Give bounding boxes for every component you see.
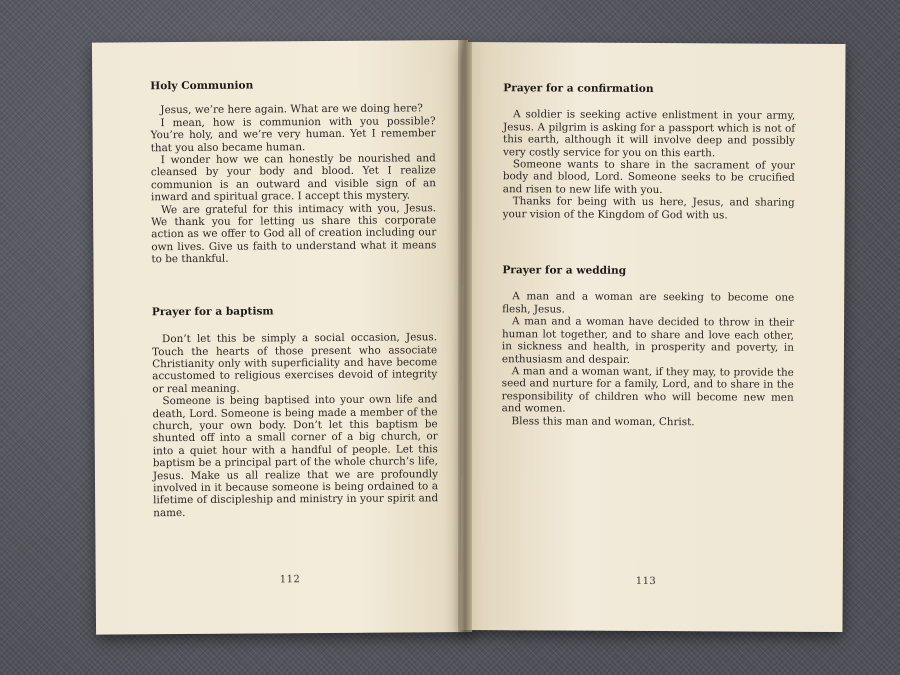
heading-holy-communion: Holy Communion [150, 79, 254, 93]
left-page [92, 40, 472, 635]
paragraph: Bless this man and woman, Christ. [511, 414, 695, 428]
heading-prayer-for-a-wedding: Prayer for a wedding [502, 264, 627, 277]
paragraph: Don’t let this be simply a social occasion, Jesus. Touch the hearts of those present who associate Christianity only with superficiality and have become accustomed to religious exercises devoid of integrity or real meaning. [152, 331, 438, 395]
page-number: 112 [279, 574, 301, 586]
paragraph: We are grateful for this intimacy with you, Jesus. We thank you for letting us share this corporate action as we offer to God all of creation including our own lives. Give us faith to understand what it means to be thankful. [151, 201, 437, 266]
paragraph: Thanks for being with us here, Jesus, and sharing your vision of the Kingdom of God with us. [502, 195, 795, 222]
heading-prayer-for-a-confirmation: Prayer for a confirmation [503, 82, 654, 95]
right-page-text [502, 82, 796, 428]
left-page-text [150, 78, 438, 519]
right-page [460, 42, 845, 632]
page-number: 113 [635, 575, 657, 588]
paragraph: Jesus, we’re here again. What are we doing here? [160, 102, 423, 117]
paragraph: Someone wants to share in the sacrament of your body and blood, Lord. Someone seeks to be crucified and risen to new life with you. [502, 158, 795, 196]
heading-prayer-for-a-baptism: Prayer for a baptism [151, 305, 274, 318]
paragraph: A man and a woman are seeking to become one flesh, Jesus. [502, 290, 795, 316]
paragraph: I wonder how we can honestly be nourished and cleansed by your body and blood. Yet I realize communion is an outward and visible sign of an inward and spiritual grace. I accept this mystery. [150, 152, 436, 204]
book-spine-gutter [458, 40, 472, 632]
paragraph: A man and a woman want, if they may, to provide the seed and nurture for a family, Lord, and to share in the responsibility of children who will become new men and women. [501, 365, 794, 415]
paragraph: Someone is being baptised into your own life and death, Lord. Someone is being made a member of the church, your own body. Don’t let this baptism be shunted off into a small corner of a big church, or into a quiet hour with a handful of people. Let this baptism be a principal part of the whole church’s life, Jesus. Make us all realize that we are profoundly involved in it because someone is being ordained to a lifetime of discipleship and ministry in your spirit and name. [152, 393, 439, 519]
paragraph: A man and a woman have decided to throw in their human lot together, and to share and love each other, in sickness and health, in prosperity and poverty, in enthusiasm and despair. [501, 315, 795, 366]
paragraph: I mean, how is communion with you possible? You’re holy, and we’re very human. Yet I remember that you also became human. [150, 115, 436, 154]
paragraph: A soldier is seeking active enlistment in your army, Jesus. A pilgrim is asking for a passport which is not of this earth, although it will involve deep and possibly very costly service for you on this earth. [502, 108, 796, 159]
